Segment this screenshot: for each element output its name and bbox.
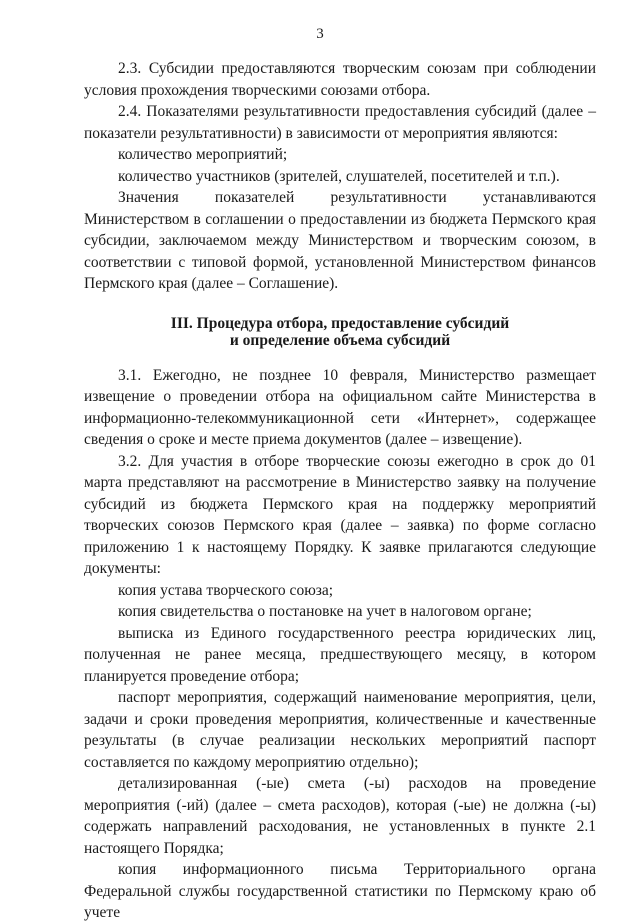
paragraph-3-2: 3.2. Для участия в отборе творческие союзы ежегодно в срок до 01 марта представляют на рассмотрение в Министерство заявку на получение субсидий из бюджета Пермского края на поддержку мероприятий творческих союзов Пермского края (далее – заявка) по форме согласно приложению 1 к настоящему Порядку. К заявке прилагаются следующие документы: [84, 452, 596, 577]
paragraph-3-1: 3.1. Ежегодно, не позднее 10 февраля, Министерство размещает извещение о проведении отбора на официальном сайте Министерства в информационно-телекоммуникационной сети «Интернет», содержащее сведения о сроке и месте приема документов (далее – извещение). [84, 366, 596, 448]
list-item: выписка из Единого государственного реестра юридических лиц, полученная не ранее месяца, предшествующего месяцу, в котором планируется проведение отбора; [84, 624, 596, 685]
list-item: копия свидетельства о постановке на учет в налоговом органе; [118, 603, 532, 620]
section-heading [84, 315, 596, 349]
list-item: количество участников (зрителей, слушателей, посетителей и т.п.). [118, 167, 560, 185]
paragraph-2-4: 2.4. Показателями результативности предоставления субсидий (далее – показатели результативности) в зависимости от мероприятия являются: [84, 103, 596, 142]
section-heading-line-1: III. Процедура отбора, предоставление субсидий [170, 314, 510, 332]
list-item: количество мероприятий; [118, 146, 288, 163]
paragraph-2-3: 2.3. Субсидии предоставляются творческим союзам при соблюдении условия прохождения творческими союзами отбора. [84, 60, 596, 99]
list-item: копия информационного письма Территориального органа Федеральной службы государственной статистики по Пермскому краю об учете [84, 861, 596, 921]
page-number: 3 [316, 26, 324, 42]
list-item: паспорт мероприятия, содержащий наименование мероприятия, цели, задачи и сроки проведения мероприятия, количественные и качественные результаты (в случае реализации нескольких мероприятий паспорт составляется по каждому мероприятию отдельно); [84, 689, 596, 771]
document-body [84, 58, 596, 924]
list-item: копия устава творческого союза; [118, 581, 334, 599]
paragraph-indicator-values: Значения показателей результативности устанавливаются Министерством в соглашении о предоставлении из бюджета Пермского края субсидии, заключаемом между Министерством и творческим союзом, в соответствии с типовой формой, установленной Министерством финансов Пермского края (далее – Соглашение). [84, 189, 596, 292]
list-item: детализированная (-ые) смета (-ы) расходов на проведение мероприятия (-ий) (далее – смета расходов), которая (-ые) не должна (-ы) содержать направлений расходования, не установленных в пункте 2.1 настоящего Порядка; [84, 775, 596, 857]
section-heading-line-2: и определение объема субсидий [229, 331, 451, 349]
